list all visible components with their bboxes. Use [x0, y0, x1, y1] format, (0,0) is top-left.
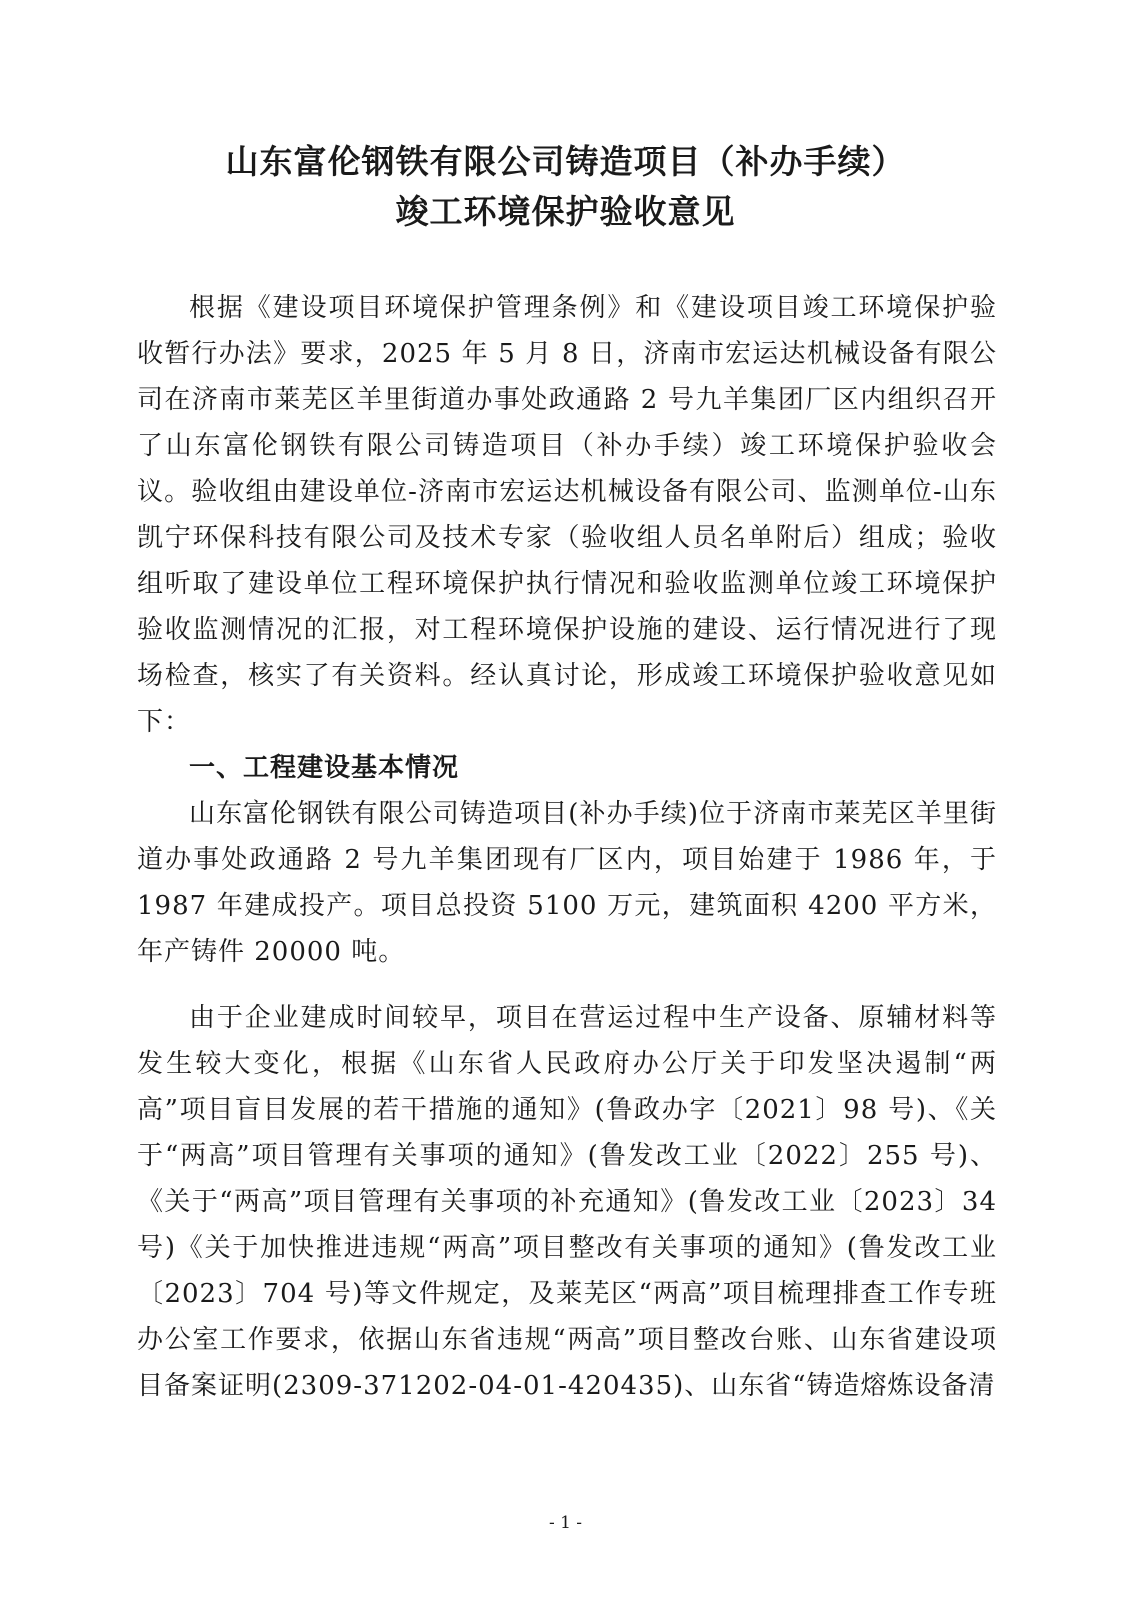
background-paragraph: 由于企业建成时间较早，项目在营运过程中生产设备、原辅材料等发生较大变化，根据《山东省人民政府办公厅关于印发坚决遏制“两高”项目盲目发展的若干措施的通知》(鲁政办字〔2021〕98 号)、《关于“两高”项目管理有关事项的通知》(鲁发改工业〔2022〕255 号)、《关于“两高”项目管理有关事项的补充通知》(鲁发改工业〔2023〕34 号)《关于加快推进违规“两高”项目整改有关事项的通知》(鲁发改工业〔2023〕704 号)等文件规定，及莱芜区“两高”项目梳理排查工作专班办公室工作要求，依据山东省违规“两高”项目整改台账、山东省建设项目备案证明(2309-371202-04-01-420435)、山东省“铸造熔炼设备清: [137, 1003, 997, 1401]
section-heading-project-overview: 一、工程建设基本情况: [189, 753, 460, 783]
intro-paragraph: 根据《建设项目环境保护管理条例》和《建设项目竣工环境保护验收暂行办法》要求，2025 年 5 月 8 日，济南市宏运达机械设备有限公司在济南市莱芜区羊里街道办事处政通路 2 号九羊集团厂区内组织召开了山东富伦钢铁有限公司铸造项目（补办手续）竣工环境保护验收会议。验收组由建设单位-济南市宏运达机械设备有限公司、监测单位-山东凯宁环保科技有限公司及技术专家（验收组人员名单附后）组成；验收组听取了建设单位工程环境保护执行情况和验收监测单位竣工环境保护验收监测情况的汇报，对工程环境保护设施的建设、运行情况进行了现场检查，核实了有关资料。经认真讨论，形成竣工环境保护验收意见如下：: [137, 293, 997, 737]
document-title-line-2: 竣工环境保护验收意见: [395, 192, 736, 231]
document-title-line-1: 山东富伦钢铁有限公司铸造项目（补办手续）: [225, 142, 906, 181]
project-overview-paragraph: 山东富伦钢铁有限公司铸造项目(补办手续)位于济南市莱芜区羊里街道办事处政通路 2 号九羊集团现有厂区内，项目始建于 1986 年，于 1987 年建成投产。项目总投资 5100 万元，建筑面积 4200 平方米，年产铸件 20000 吨。: [137, 799, 997, 967]
document-body: [137, 285, 997, 1409]
page-number: - 1 -: [548, 1513, 583, 1533]
paragraph-spacer: [137, 975, 997, 995]
